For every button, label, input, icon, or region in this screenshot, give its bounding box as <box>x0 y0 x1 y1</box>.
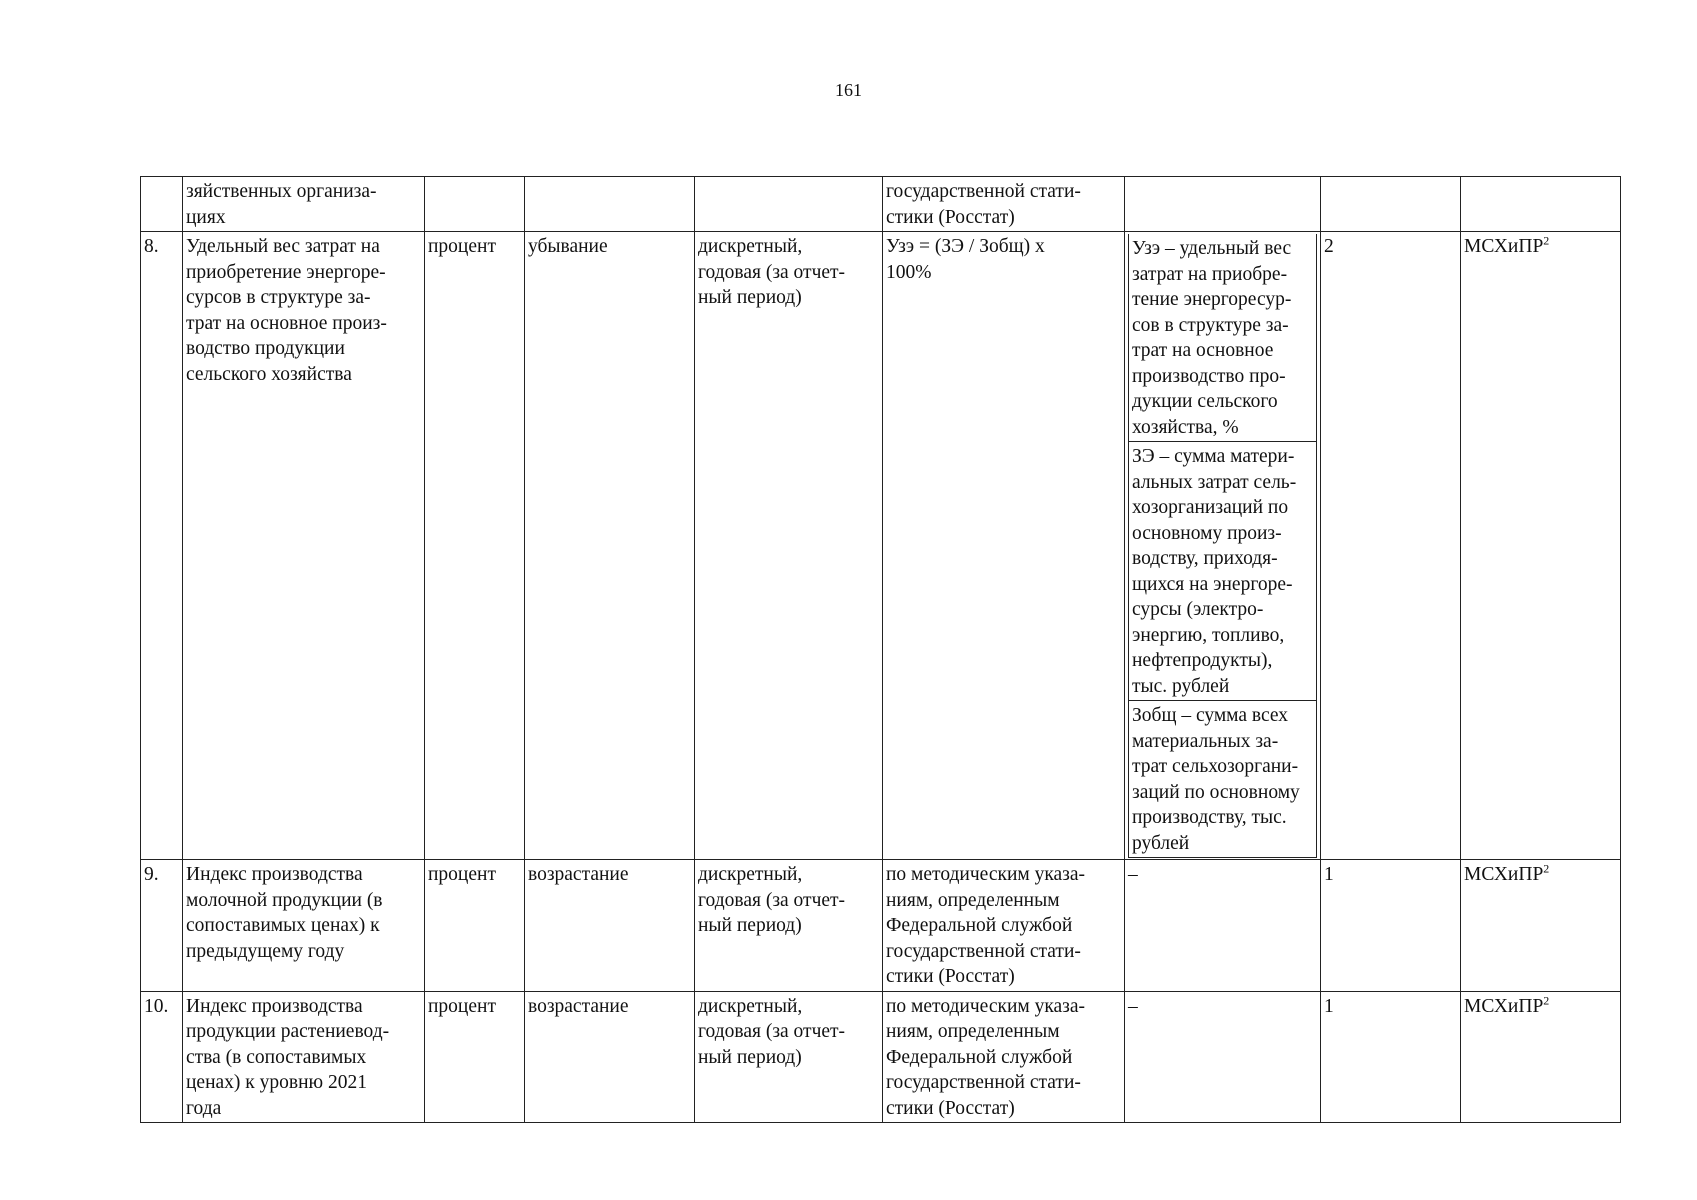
cell-num: 8. <box>141 232 183 860</box>
table-row <box>141 991 1621 1123</box>
cell-unit: процент <box>425 232 525 860</box>
cell-direction <box>525 177 695 232</box>
definition-item: ЗЭ – сумма матери- альных затрат сель- хозорганизаций по основному произ- водству, приходя- щихся на энергоре- сурсы (электро- энергию, топливо, нефтепродукты), тыс. рублей <box>1129 442 1317 701</box>
cell-num: 10. <box>141 991 183 1123</box>
page-number: 161 <box>835 80 862 100</box>
cell-direction: возрастание <box>525 991 695 1123</box>
cell-num: 9. <box>141 860 183 992</box>
cell-type: дискретный, годовая (за отчет- ный период) <box>695 860 883 992</box>
cell-source <box>1461 232 1621 860</box>
cell-method: по методическим указа- ниям, определенным Федеральной службой государственной стати- стики (Росстат) <box>883 991 1125 1123</box>
table-row <box>141 860 1621 992</box>
cell-method: по методическим указа- ниям, определенным Федеральной службой государственной стати- стики (Росстат) <box>883 860 1125 992</box>
cell-name: Удельный вес затрат на приобретение энергоре- сурсов в структуре за- трат на основное произ- водство продукции сельского хозяйства <box>183 232 425 860</box>
cell-method: Узэ = (ЗЭ / Зобщ) х 100% <box>883 232 1125 860</box>
cell-direction: убывание <box>525 232 695 860</box>
source-text: МСХиПР <box>1464 864 1544 885</box>
cell-source <box>1461 860 1621 992</box>
indicators-table <box>140 176 1621 1123</box>
cell-code: 2 <box>1321 232 1461 860</box>
cell-source <box>1461 991 1621 1123</box>
definition-item: Зобщ – сумма всех материальных за- трат сельхозоргани- заций по основному производству, тыс. рублей <box>1129 701 1317 858</box>
cell-definition <box>1125 177 1321 232</box>
cell-source <box>1461 177 1621 232</box>
source-text: МСХиПР <box>1464 995 1544 1017</box>
cell-type <box>695 177 883 232</box>
cell-unit: процент <box>425 991 525 1123</box>
cell-type: дискретный, годовая (за отчет- ный период) <box>695 991 883 1123</box>
cell-definition: – <box>1125 860 1321 992</box>
table-row <box>141 232 1621 860</box>
cell-name: зяйственных организа- циях <box>183 177 425 232</box>
cell-definition: – <box>1125 991 1321 1123</box>
footnote-mark: 2 <box>1543 233 1550 248</box>
source-text: МСХиПР <box>1464 236 1544 257</box>
cell-unit <box>425 177 525 232</box>
table-row-continued <box>141 177 1621 232</box>
footnote-mark: 2 <box>1543 993 1550 1007</box>
cell-code: 1 <box>1321 860 1461 992</box>
footnote-mark: 2 <box>1543 861 1550 876</box>
definition-item: Узэ – удельный вес затрат на приобре- тение энергоресур- сов в структуре за- трат на основное производство про- дукции сельского хозяйства, % <box>1129 234 1317 442</box>
cell-name: Индекс производства продукции растениевод- ства (в сопоставимых ценах) к уровню 2021 года <box>183 991 425 1123</box>
cell-type: дискретный, годовая (за отчет- ный период) <box>695 232 883 860</box>
cell-unit: процент <box>425 860 525 992</box>
cell-num <box>141 177 183 232</box>
cell-code <box>1321 177 1461 232</box>
cell-code: 1 <box>1321 991 1461 1123</box>
cell-method: государственной стати- стики (Росстат) <box>883 177 1125 232</box>
cell-direction: возрастание <box>525 860 695 992</box>
definitions-subtable <box>1128 234 1317 858</box>
cell-name: Индекс производства молочной продукции (в сопоставимых ценах) к предыдущему году <box>183 860 425 992</box>
cell-definitions <box>1125 232 1321 860</box>
